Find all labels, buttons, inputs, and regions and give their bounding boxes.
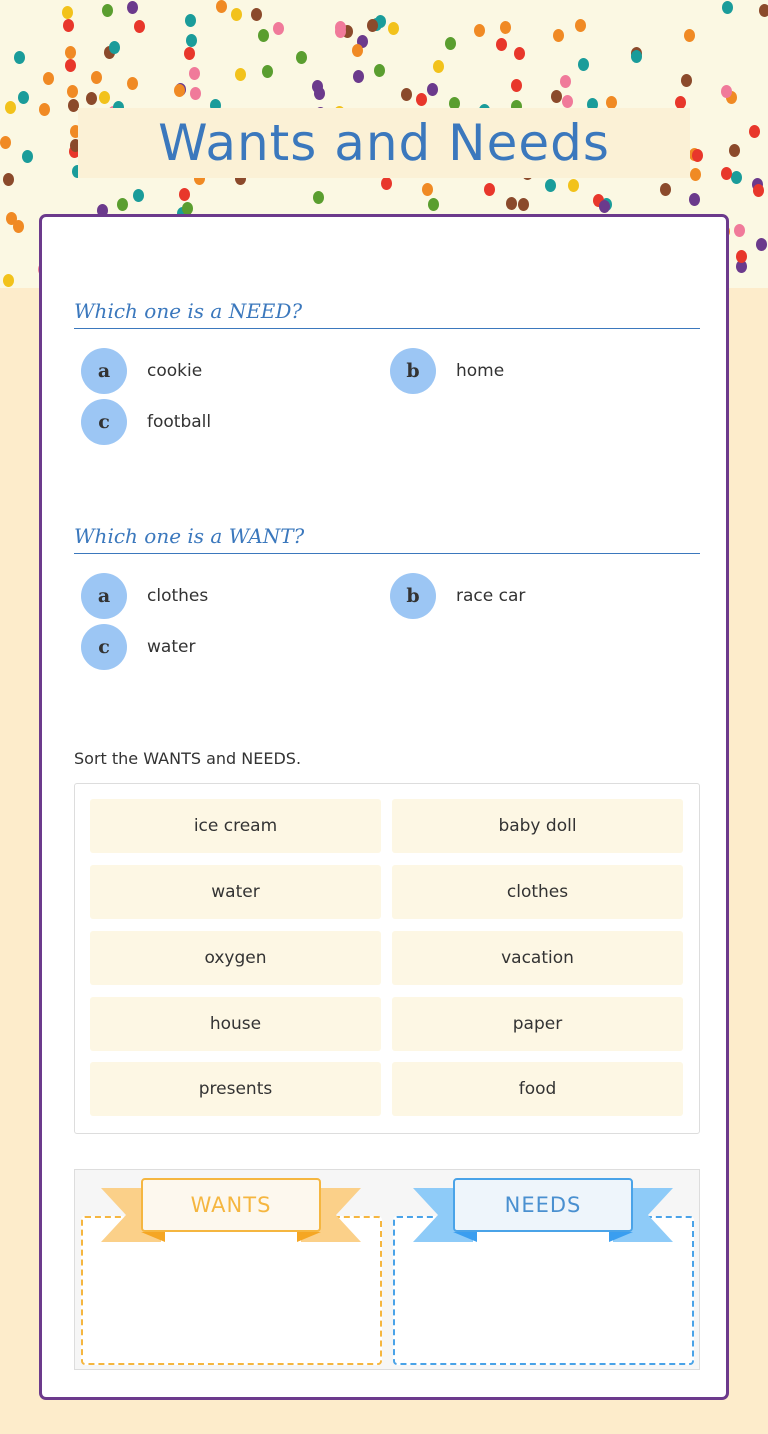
option-letter: b — [390, 573, 436, 619]
confetti-dot — [63, 19, 74, 32]
confetti-dot — [216, 0, 227, 13]
option-letter: c — [81, 624, 127, 670]
confetti-dot — [736, 250, 747, 263]
confetti-dot — [690, 168, 701, 181]
confetti-dot — [422, 183, 433, 196]
sort-instructions: Sort the WANTS and NEEDS. — [74, 749, 302, 768]
confetti-dot — [660, 183, 671, 196]
confetti-dot — [117, 198, 128, 211]
confetti-dot — [401, 88, 412, 101]
confetti-dot — [235, 68, 246, 81]
confetti-dot — [353, 70, 364, 83]
confetti-dot — [39, 103, 50, 116]
option-text: clothes — [147, 586, 209, 606]
sort-item[interactable]: food — [392, 1062, 683, 1116]
confetti-dot — [5, 101, 16, 114]
confetti-dot — [568, 179, 579, 192]
confetti-dot — [13, 220, 24, 233]
option-a[interactable] — [81, 573, 208, 619]
wants-label: WANTS — [141, 1178, 321, 1232]
sort-item[interactable]: clothes — [392, 865, 683, 919]
confetti-dot — [62, 6, 73, 19]
confetti-dot — [374, 64, 385, 77]
confetti-dot — [0, 136, 11, 149]
confetti-dot — [189, 67, 200, 80]
question-1 — [74, 293, 700, 329]
confetti-dot — [575, 19, 586, 32]
confetti-dot — [127, 1, 138, 14]
confetti-dot — [514, 47, 525, 60]
confetti-dot — [127, 77, 138, 90]
confetti-dot — [578, 58, 589, 71]
confetti-dot — [335, 21, 346, 34]
confetti-dot — [496, 38, 507, 51]
confetti-dot — [428, 198, 439, 211]
confetti-dot — [296, 51, 307, 64]
question-prompt: Which one is a NEED? — [74, 293, 700, 329]
confetti-dot — [381, 177, 392, 190]
confetti-dot — [313, 191, 324, 204]
confetti-dot — [184, 47, 195, 60]
confetti-dot — [99, 91, 110, 104]
confetti-dot — [251, 8, 262, 21]
confetti-dot — [179, 188, 190, 201]
question-prompt: Which one is a WANT? — [74, 518, 700, 554]
option-text: football — [147, 412, 212, 432]
option-b[interactable] — [390, 348, 504, 394]
confetti-dot — [599, 200, 610, 213]
confetti-dot — [562, 95, 573, 108]
confetti-dot — [134, 20, 145, 33]
sort-item[interactable]: ice cream — [90, 799, 381, 853]
option-b[interactable] — [390, 573, 525, 619]
option-text: race car — [456, 586, 526, 606]
option-text: home — [456, 361, 505, 381]
confetti-dot — [22, 150, 33, 163]
confetti-dot — [606, 96, 617, 109]
confetti-dot — [174, 84, 185, 97]
confetti-dot — [518, 198, 529, 211]
confetti-dot — [474, 24, 485, 37]
confetti-dot — [484, 183, 495, 196]
confetti-dot — [721, 167, 732, 180]
confetti-dot — [65, 46, 76, 59]
confetti-dot — [731, 171, 742, 184]
sort-item[interactable]: house — [90, 997, 381, 1051]
confetti-dot — [352, 44, 363, 57]
confetti-dot — [631, 50, 642, 63]
sort-item[interactable]: baby doll — [392, 799, 683, 853]
confetti-dot — [511, 79, 522, 92]
confetti-dot — [91, 71, 102, 84]
sort-bins — [74, 1169, 700, 1370]
confetti-dot — [43, 72, 54, 85]
confetti-dot — [681, 74, 692, 87]
needs-label: NEEDS — [453, 1178, 633, 1232]
confetti-dot — [749, 125, 760, 138]
confetti-dot — [14, 51, 25, 64]
confetti-dot — [231, 8, 242, 21]
confetti-dot — [3, 173, 14, 186]
sort-item[interactable]: presents — [90, 1062, 381, 1116]
confetti-dot — [186, 34, 197, 47]
worksheet-card — [39, 214, 729, 1400]
confetti-dot — [18, 91, 29, 104]
sort-item[interactable]: vacation — [392, 931, 683, 985]
confetti-dot — [3, 274, 14, 287]
confetti-dot — [734, 224, 745, 237]
option-a[interactable] — [81, 348, 202, 394]
confetti-dot — [500, 21, 511, 34]
sort-item[interactable]: water — [90, 865, 381, 919]
confetti-dot — [506, 197, 517, 210]
option-c[interactable] — [81, 624, 195, 670]
confetti-dot — [388, 22, 399, 35]
confetti-dot — [416, 93, 427, 106]
option-letter: a — [81, 573, 127, 619]
confetti-dot — [65, 59, 76, 72]
question-2 — [74, 518, 700, 554]
sort-items-pool — [74, 783, 700, 1134]
option-letter: a — [81, 348, 127, 394]
option-text: cookie — [147, 361, 203, 381]
confetti-dot — [67, 85, 78, 98]
confetti-dot — [427, 83, 438, 96]
confetti-dot — [367, 19, 378, 32]
confetti-dot — [759, 4, 768, 17]
option-letter: c — [81, 399, 127, 445]
confetti-dot — [684, 29, 695, 42]
confetti-dot — [729, 144, 740, 157]
confetti-dot — [445, 37, 456, 50]
confetti-dot — [102, 4, 113, 17]
option-text: water — [147, 637, 196, 657]
confetti-dot — [692, 149, 703, 162]
option-c[interactable] — [81, 399, 211, 445]
confetti-dot — [185, 14, 196, 27]
confetti-dot — [262, 65, 273, 78]
confetti-dot — [753, 184, 764, 197]
confetti-dot — [551, 90, 562, 103]
confetti-dot — [258, 29, 269, 42]
confetti-dot — [190, 87, 201, 100]
confetti-dot — [133, 189, 144, 202]
sort-item[interactable]: oxygen — [90, 931, 381, 985]
confetti-dot — [756, 238, 767, 251]
confetti-dot — [433, 60, 444, 73]
title-banner — [78, 108, 690, 178]
confetti-dot — [314, 87, 325, 100]
page-title: Wants and Needs — [158, 114, 610, 172]
confetti-dot — [560, 75, 571, 88]
confetti-dot — [109, 41, 120, 54]
option-letter: b — [390, 348, 436, 394]
confetti-dot — [86, 92, 97, 105]
sort-item[interactable]: paper — [392, 997, 683, 1051]
confetti-dot — [553, 29, 564, 42]
confetti-dot — [722, 1, 733, 14]
confetti-dot — [689, 193, 700, 206]
confetti-dot — [545, 179, 556, 192]
confetti-dot — [273, 22, 284, 35]
